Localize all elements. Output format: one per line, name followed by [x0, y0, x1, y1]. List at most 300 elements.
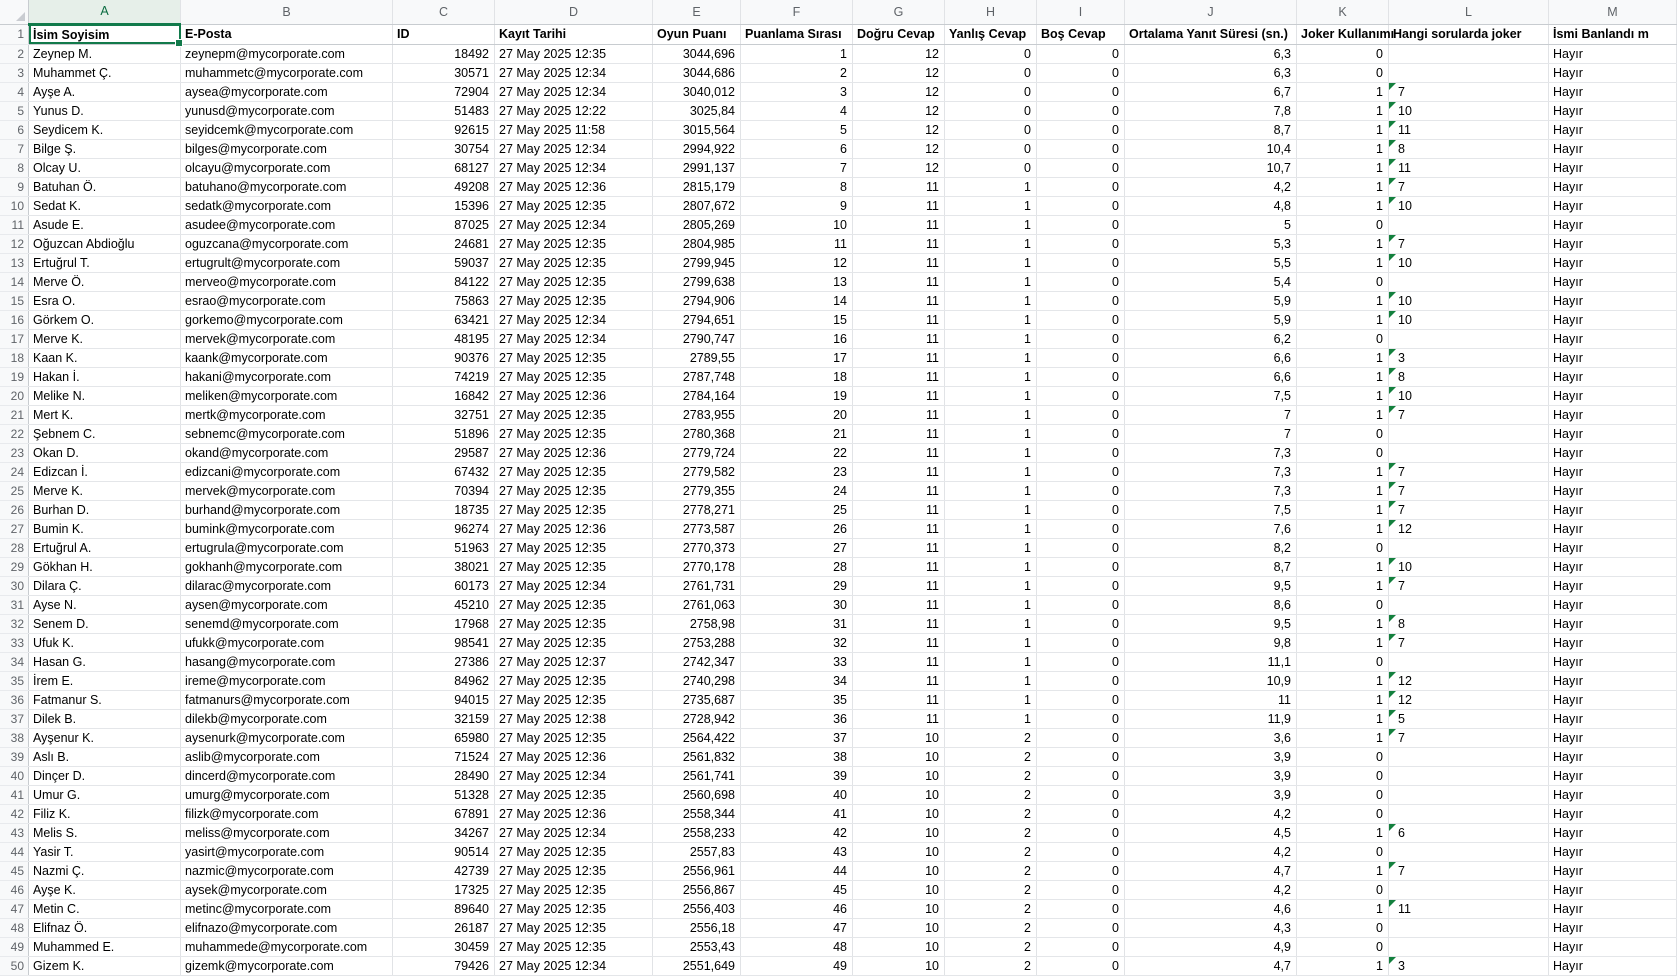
cell-avg[interactable]: 4,9 [1125, 937, 1297, 956]
cell-id[interactable]: 60173 [393, 576, 495, 595]
cell-joker-q[interactable] [1389, 918, 1549, 937]
cell-joker-question[interactable] [1389, 462, 1549, 481]
cell-joker[interactable]: 1 [1297, 557, 1389, 576]
cell-email[interactable]: batuhano@mycorporate.com [181, 177, 393, 196]
cell-blank[interactable]: 0 [1037, 101, 1125, 120]
cell-banned[interactable]: Hayır [1549, 462, 1677, 481]
cell-joker[interactable]: 1 [1297, 120, 1389, 139]
cell-blank[interactable]: 0 [1037, 956, 1125, 975]
cell-date[interactable]: 27 May 2025 12:22 [495, 101, 653, 120]
cell-avg[interactable]: 4,7 [1125, 956, 1297, 975]
cell-avg[interactable]: 4,5 [1125, 823, 1297, 842]
cell-rank[interactable]: 31 [741, 614, 853, 633]
cell-blank[interactable]: 0 [1037, 139, 1125, 158]
header-cell-m[interactable]: İsmi Banlandı m [1549, 24, 1677, 44]
cell-id[interactable]: 67891 [393, 804, 495, 823]
cell-rank[interactable]: 5 [741, 120, 853, 139]
cell-rank[interactable]: 33 [741, 652, 853, 671]
cell-avg[interactable]: 7 [1125, 424, 1297, 443]
cell-date[interactable]: 27 May 2025 12:35 [495, 557, 653, 576]
cell-avg[interactable]: 10,9 [1125, 671, 1297, 690]
cell-correct[interactable]: 12 [853, 101, 945, 120]
cell-banned[interactable]: Hayır [1549, 63, 1677, 82]
cell-blank[interactable]: 0 [1037, 937, 1125, 956]
cell-avg[interactable]: 7,3 [1125, 443, 1297, 462]
cell-blank[interactable]: 0 [1037, 215, 1125, 234]
cell-name[interactable]: Merve K. [29, 481, 181, 500]
cell-correct[interactable]: 11 [853, 424, 945, 443]
cell-rank[interactable]: 8 [741, 177, 853, 196]
cell-date[interactable]: 27 May 2025 12:35 [495, 861, 653, 880]
cell-id[interactable]: 17968 [393, 614, 495, 633]
cell-date[interactable]: 27 May 2025 12:35 [495, 500, 653, 519]
cell-wrong[interactable]: 1 [945, 538, 1037, 557]
cell-date[interactable]: 27 May 2025 12:35 [495, 44, 653, 63]
cell-email[interactable]: esrao@mycorporate.com [181, 291, 393, 310]
cell-score[interactable]: 2779,355 [653, 481, 741, 500]
cell-avg[interactable]: 8,6 [1125, 595, 1297, 614]
cell-wrong[interactable]: 1 [945, 253, 1037, 272]
cell-date[interactable]: 27 May 2025 12:34 [495, 576, 653, 595]
cell-id[interactable]: 94015 [393, 690, 495, 709]
cell-name[interactable]: Aslı B. [29, 747, 181, 766]
cell-email[interactable]: sedatk@mycorporate.com [181, 196, 393, 215]
cell-wrong[interactable]: 1 [945, 519, 1037, 538]
cell-wrong[interactable]: 1 [945, 500, 1037, 519]
cell-avg[interactable]: 7,6 [1125, 519, 1297, 538]
cell-banned[interactable]: Hayır [1549, 500, 1677, 519]
cell-blank[interactable]: 0 [1037, 842, 1125, 861]
cell-wrong[interactable]: 2 [945, 861, 1037, 880]
cell-avg[interactable]: 11,9 [1125, 709, 1297, 728]
cell-id[interactable]: 49208 [393, 177, 495, 196]
cell-joker[interactable]: 0 [1297, 880, 1389, 899]
cell-name[interactable]: Ertuğrul T. [29, 253, 181, 272]
cell-id[interactable]: 71524 [393, 747, 495, 766]
cell-joker-question[interactable] [1389, 405, 1549, 424]
cell-score[interactable]: 2761,063 [653, 595, 741, 614]
cell-id[interactable]: 75863 [393, 291, 495, 310]
cell-joker[interactable]: 1 [1297, 671, 1389, 690]
cell-rank[interactable]: 45 [741, 880, 853, 899]
cell-wrong[interactable]: 2 [945, 766, 1037, 785]
column-header-l[interactable]: L [1389, 0, 1549, 24]
cell-banned[interactable]: Hayır [1549, 728, 1677, 747]
cell-blank[interactable]: 0 [1037, 918, 1125, 937]
cell-banned[interactable]: Hayır [1549, 899, 1677, 918]
cell-joker-q[interactable] [1389, 804, 1549, 823]
cell-avg[interactable]: 6,6 [1125, 367, 1297, 386]
cell-avg[interactable]: 3,6 [1125, 728, 1297, 747]
cell-avg[interactable]: 9,5 [1125, 576, 1297, 595]
cell-banned[interactable]: Hayır [1549, 405, 1677, 424]
cell-correct[interactable]: 10 [853, 728, 945, 747]
cell-rank[interactable]: 20 [741, 405, 853, 424]
cell-email[interactable]: ertugrult@mycorporate.com [181, 253, 393, 272]
cell-joker-q[interactable] [1389, 766, 1549, 785]
cell-score[interactable]: 2770,178 [653, 557, 741, 576]
cell-blank[interactable]: 0 [1037, 671, 1125, 690]
cell-name[interactable]: Oğuzcan Abdioğlu [29, 234, 181, 253]
row-header-6[interactable]: 6 [0, 120, 29, 139]
cell-joker[interactable]: 0 [1297, 424, 1389, 443]
cell-correct[interactable]: 10 [853, 785, 945, 804]
cell-email[interactable]: nazmic@mycorporate.com [181, 861, 393, 880]
cell-wrong[interactable]: 1 [945, 310, 1037, 329]
cell-correct[interactable]: 11 [853, 633, 945, 652]
cell-email[interactable]: ireme@mycorporate.com [181, 671, 393, 690]
cell-blank[interactable]: 0 [1037, 120, 1125, 139]
cell-score[interactable]: 2779,724 [653, 443, 741, 462]
cell-name[interactable]: Ayşenur K. [29, 728, 181, 747]
cell-joker[interactable]: 1 [1297, 633, 1389, 652]
cell-joker-q[interactable] [1389, 595, 1549, 614]
cell-joker[interactable]: 1 [1297, 690, 1389, 709]
cell-blank[interactable]: 0 [1037, 386, 1125, 405]
cell-date[interactable]: 27 May 2025 12:35 [495, 538, 653, 557]
cell-date[interactable]: 27 May 2025 12:34 [495, 329, 653, 348]
cell-email[interactable]: gorkemo@mycorporate.com [181, 310, 393, 329]
cell-rank[interactable]: 1 [741, 44, 853, 63]
cell-joker[interactable]: 1 [1297, 861, 1389, 880]
cell-joker-question[interactable] [1389, 576, 1549, 595]
cell-joker[interactable]: 1 [1297, 367, 1389, 386]
cell-correct[interactable]: 11 [853, 576, 945, 595]
cell-id[interactable]: 72904 [393, 82, 495, 101]
row-header-11[interactable]: 11 [0, 215, 29, 234]
cell-wrong[interactable]: 2 [945, 956, 1037, 975]
cell-id[interactable]: 18735 [393, 500, 495, 519]
cell-correct[interactable]: 12 [853, 44, 945, 63]
column-header-c[interactable]: C [393, 0, 495, 24]
cell-correct[interactable]: 11 [853, 690, 945, 709]
cell-name[interactable]: Ertuğrul A. [29, 538, 181, 557]
cell-id[interactable]: 59037 [393, 253, 495, 272]
cell-wrong[interactable]: 2 [945, 728, 1037, 747]
cell-joker[interactable]: 1 [1297, 823, 1389, 842]
cell-avg[interactable]: 4,3 [1125, 918, 1297, 937]
cell-rank[interactable]: 7 [741, 158, 853, 177]
row-header-32[interactable]: 32 [0, 614, 29, 633]
cell-email[interactable]: sebnemc@mycorporate.com [181, 424, 393, 443]
cell-banned[interactable]: Hayır [1549, 272, 1677, 291]
cell-rank[interactable]: 19 [741, 386, 853, 405]
cell-name[interactable]: Senem D. [29, 614, 181, 633]
cell-email[interactable]: fatmanurs@mycorporate.com [181, 690, 393, 709]
cell-banned[interactable]: Hayır [1549, 348, 1677, 367]
cell-date[interactable]: 27 May 2025 12:34 [495, 956, 653, 975]
cell-rank[interactable]: 21 [741, 424, 853, 443]
cell-date[interactable]: 27 May 2025 12:35 [495, 234, 653, 253]
cell-correct[interactable]: 11 [853, 177, 945, 196]
cell-correct[interactable]: 12 [853, 139, 945, 158]
header-cell-h[interactable]: Yanlış Cevap [945, 24, 1037, 44]
cell-score[interactable]: 2564,422 [653, 728, 741, 747]
cell-name[interactable]: Kaan K. [29, 348, 181, 367]
cell-joker-q[interactable] [1389, 424, 1549, 443]
cell-date[interactable]: 27 May 2025 11:58 [495, 120, 653, 139]
row-header-26[interactable]: 26 [0, 500, 29, 519]
cell-banned[interactable]: Hayır [1549, 614, 1677, 633]
header-cell-b[interactable]: E-Posta [181, 24, 393, 44]
fill-handle[interactable] [175, 39, 183, 47]
cell-id[interactable]: 90376 [393, 348, 495, 367]
cell-date[interactable]: 27 May 2025 12:34 [495, 823, 653, 842]
select-all-corner[interactable] [0, 0, 29, 24]
cell-correct[interactable]: 10 [853, 766, 945, 785]
cell-wrong[interactable]: 2 [945, 937, 1037, 956]
cell-banned[interactable]: Hayır [1549, 253, 1677, 272]
cell-correct[interactable]: 10 [853, 804, 945, 823]
cell-id[interactable]: 38021 [393, 557, 495, 576]
cell-wrong[interactable]: 1 [945, 291, 1037, 310]
cell-rank[interactable]: 28 [741, 557, 853, 576]
cell-rank[interactable]: 4 [741, 101, 853, 120]
cell-name[interactable]: Esra O. [29, 291, 181, 310]
cell-correct[interactable]: 11 [853, 709, 945, 728]
cell-date[interactable]: 27 May 2025 12:36 [495, 443, 653, 462]
cell-banned[interactable]: Hayır [1549, 538, 1677, 557]
cell-name[interactable]: Fatmanur S. [29, 690, 181, 709]
cell-wrong[interactable]: 1 [945, 557, 1037, 576]
cell-rank[interactable]: 17 [741, 348, 853, 367]
cell-date[interactable]: 27 May 2025 12:36 [495, 747, 653, 766]
cell-date[interactable]: 27 May 2025 12:34 [495, 310, 653, 329]
cell-score[interactable]: 2784,164 [653, 386, 741, 405]
cell-banned[interactable]: Hayır [1549, 82, 1677, 101]
cell-joker-question[interactable] [1389, 139, 1549, 158]
cell-joker-question[interactable] [1389, 861, 1549, 880]
cell-wrong[interactable]: 1 [945, 652, 1037, 671]
cell-name[interactable]: Gizem K. [29, 956, 181, 975]
cell-email[interactable]: yunusd@mycorporate.com [181, 101, 393, 120]
cell-wrong[interactable]: 2 [945, 918, 1037, 937]
cell-blank[interactable]: 0 [1037, 424, 1125, 443]
cell-date[interactable]: 27 May 2025 12:35 [495, 899, 653, 918]
cell-wrong[interactable]: 1 [945, 348, 1037, 367]
cell-id[interactable]: 89640 [393, 899, 495, 918]
row-header-3[interactable]: 3 [0, 63, 29, 82]
cell-correct[interactable]: 11 [853, 557, 945, 576]
cell-joker-q[interactable] [1389, 937, 1549, 956]
cell-joker[interactable]: 1 [1297, 348, 1389, 367]
cell-date[interactable]: 27 May 2025 12:35 [495, 196, 653, 215]
cell-id[interactable]: 51328 [393, 785, 495, 804]
cell-joker[interactable]: 0 [1297, 652, 1389, 671]
cell-name[interactable]: Sedat K. [29, 196, 181, 215]
cell-avg[interactable]: 8,7 [1125, 557, 1297, 576]
cell-banned[interactable]: Hayır [1549, 766, 1677, 785]
row-header-28[interactable]: 28 [0, 538, 29, 557]
cell-rank[interactable]: 37 [741, 728, 853, 747]
cell-joker[interactable]: 1 [1297, 462, 1389, 481]
row-header-33[interactable]: 33 [0, 633, 29, 652]
cell-score[interactable]: 2794,651 [653, 310, 741, 329]
cell-name[interactable]: Yasir T. [29, 842, 181, 861]
cell-avg[interactable]: 4,2 [1125, 880, 1297, 899]
cell-correct[interactable]: 10 [853, 823, 945, 842]
cell-correct[interactable]: 10 [853, 918, 945, 937]
cell-id[interactable]: 18492 [393, 44, 495, 63]
row-header-37[interactable]: 37 [0, 709, 29, 728]
cell-email[interactable]: hasang@mycorporate.com [181, 652, 393, 671]
row-header-12[interactable]: 12 [0, 234, 29, 253]
cell-date[interactable]: 27 May 2025 12:36 [495, 177, 653, 196]
cell-joker-question[interactable] [1389, 253, 1549, 272]
cell-joker-question[interactable] [1389, 348, 1549, 367]
cell-id[interactable]: 98541 [393, 633, 495, 652]
cell-banned[interactable]: Hayır [1549, 671, 1677, 690]
cell-avg[interactable]: 4,2 [1125, 804, 1297, 823]
cell-id[interactable]: 79426 [393, 956, 495, 975]
cell-score[interactable]: 2994,922 [653, 139, 741, 158]
cell-wrong[interactable]: 1 [945, 481, 1037, 500]
cell-wrong[interactable]: 0 [945, 120, 1037, 139]
cell-email[interactable]: okand@mycorporate.com [181, 443, 393, 462]
cell-score[interactable]: 2560,698 [653, 785, 741, 804]
cell-avg[interactable]: 3,9 [1125, 766, 1297, 785]
cell-wrong[interactable]: 1 [945, 386, 1037, 405]
cell-name[interactable]: Filiz K. [29, 804, 181, 823]
cell-rank[interactable]: 43 [741, 842, 853, 861]
cell-email[interactable]: edizcani@mycorporate.com [181, 462, 393, 481]
cell-wrong[interactable]: 1 [945, 614, 1037, 633]
cell-score[interactable]: 2556,18 [653, 918, 741, 937]
cell-banned[interactable]: Hayır [1549, 443, 1677, 462]
cell-name[interactable]: Ayse N. [29, 595, 181, 614]
column-header-d[interactable]: D [495, 0, 653, 24]
cell-score[interactable]: 2773,587 [653, 519, 741, 538]
cell-joker[interactable]: 0 [1297, 747, 1389, 766]
cell-score[interactable]: 2991,137 [653, 158, 741, 177]
header-cell-f[interactable]: Puanlama Sırası [741, 24, 853, 44]
cell-blank[interactable]: 0 [1037, 538, 1125, 557]
cell-id[interactable]: 45210 [393, 595, 495, 614]
cell-score[interactable]: 2551,649 [653, 956, 741, 975]
cell-avg[interactable]: 5,4 [1125, 272, 1297, 291]
row-header-8[interactable]: 8 [0, 158, 29, 177]
row-header-31[interactable]: 31 [0, 595, 29, 614]
cell-blank[interactable]: 0 [1037, 367, 1125, 386]
cell-banned[interactable]: Hayır [1549, 880, 1677, 899]
cell-email[interactable]: aysea@mycorporate.com [181, 82, 393, 101]
cell-blank[interactable]: 0 [1037, 899, 1125, 918]
cell-blank[interactable]: 0 [1037, 310, 1125, 329]
row-header-44[interactable]: 44 [0, 842, 29, 861]
cell-avg[interactable]: 6,6 [1125, 348, 1297, 367]
cell-blank[interactable]: 0 [1037, 576, 1125, 595]
cell-joker-q[interactable] [1389, 785, 1549, 804]
cell-avg[interactable]: 11,1 [1125, 652, 1297, 671]
cell-banned[interactable]: Hayır [1549, 234, 1677, 253]
cell-banned[interactable]: Hayır [1549, 101, 1677, 120]
cell-correct[interactable]: 11 [853, 462, 945, 481]
cell-name[interactable]: Edizcan İ. [29, 462, 181, 481]
cell-score[interactable]: 3040,012 [653, 82, 741, 101]
cell-wrong[interactable]: 1 [945, 405, 1037, 424]
cell-id[interactable]: 32751 [393, 405, 495, 424]
cell-date[interactable]: 27 May 2025 12:34 [495, 766, 653, 785]
cell-wrong[interactable]: 1 [945, 443, 1037, 462]
cell-name[interactable]: Ufuk K. [29, 633, 181, 652]
cell-blank[interactable]: 0 [1037, 177, 1125, 196]
cell-name[interactable]: Elifnaz Ö. [29, 918, 181, 937]
cell-name[interactable]: Metin C. [29, 899, 181, 918]
cell-banned[interactable]: Hayır [1549, 861, 1677, 880]
cell-joker-question[interactable] [1389, 177, 1549, 196]
cell-rank[interactable]: 10 [741, 215, 853, 234]
cell-blank[interactable]: 0 [1037, 158, 1125, 177]
cell-date[interactable]: 27 May 2025 12:38 [495, 709, 653, 728]
cell-banned[interactable]: Hayır [1549, 367, 1677, 386]
cell-email[interactable]: merveo@mycorporate.com [181, 272, 393, 291]
cell-rank[interactable]: 22 [741, 443, 853, 462]
cell-score[interactable]: 2558,344 [653, 804, 741, 823]
column-header-f[interactable]: F [741, 0, 853, 24]
cell-blank[interactable]: 0 [1037, 82, 1125, 101]
row-header-13[interactable]: 13 [0, 253, 29, 272]
cell-email[interactable]: muhammetc@mycorporate.com [181, 63, 393, 82]
cell-score[interactable]: 2783,955 [653, 405, 741, 424]
column-header-k[interactable]: K [1297, 0, 1389, 24]
cell-id[interactable]: 74219 [393, 367, 495, 386]
cell-email[interactable]: meliken@mycorporate.com [181, 386, 393, 405]
cell-email[interactable]: dilarac@mycorporate.com [181, 576, 393, 595]
cell-score[interactable]: 2761,731 [653, 576, 741, 595]
cell-email[interactable]: bilges@mycorporate.com [181, 139, 393, 158]
cell-email[interactable]: dilekb@mycorporate.com [181, 709, 393, 728]
cell-score[interactable]: 3044,696 [653, 44, 741, 63]
cell-avg[interactable]: 9,5 [1125, 614, 1297, 633]
cell-score[interactable]: 3015,564 [653, 120, 741, 139]
cell-name[interactable]: Dilara Ç. [29, 576, 181, 595]
cell-name[interactable]: Bumin K. [29, 519, 181, 538]
cell-rank[interactable]: 23 [741, 462, 853, 481]
cell-banned[interactable]: Hayır [1549, 823, 1677, 842]
cell-avg[interactable]: 7,3 [1125, 481, 1297, 500]
cell-joker[interactable]: 1 [1297, 728, 1389, 747]
header-cell-i[interactable]: Boş Cevap [1037, 24, 1125, 44]
cell-joker-question[interactable] [1389, 481, 1549, 500]
cell-date[interactable]: 27 May 2025 12:35 [495, 937, 653, 956]
cell-id[interactable]: 84122 [393, 272, 495, 291]
cell-date[interactable]: 27 May 2025 12:35 [495, 291, 653, 310]
row-header-49[interactable]: 49 [0, 937, 29, 956]
column-header-h[interactable]: H [945, 0, 1037, 24]
cell-joker[interactable]: 1 [1297, 101, 1389, 120]
cell-rank[interactable]: 47 [741, 918, 853, 937]
cell-joker[interactable]: 0 [1297, 804, 1389, 823]
row-header-19[interactable]: 19 [0, 367, 29, 386]
cell-joker-question[interactable] [1389, 709, 1549, 728]
cell-name[interactable]: Zeynep M. [29, 44, 181, 63]
cell-email[interactable]: mertk@mycorporate.com [181, 405, 393, 424]
cell-date[interactable]: 27 May 2025 12:35 [495, 728, 653, 747]
column-header-a[interactable]: A [29, 0, 181, 24]
cell-name[interactable]: Dinçer D. [29, 766, 181, 785]
cell-score[interactable]: 2728,942 [653, 709, 741, 728]
cell-score[interactable]: 3044,686 [653, 63, 741, 82]
cell-wrong[interactable]: 0 [945, 101, 1037, 120]
cell-joker-q[interactable] [1389, 443, 1549, 462]
cell-joker[interactable]: 0 [1297, 272, 1389, 291]
cell-score[interactable]: 2556,867 [653, 880, 741, 899]
cell-id[interactable]: 30459 [393, 937, 495, 956]
cell-date[interactable]: 27 May 2025 12:35 [495, 367, 653, 386]
cell-name[interactable]: Gökhan H. [29, 557, 181, 576]
cell-avg[interactable]: 6,2 [1125, 329, 1297, 348]
cell-blank[interactable]: 0 [1037, 709, 1125, 728]
